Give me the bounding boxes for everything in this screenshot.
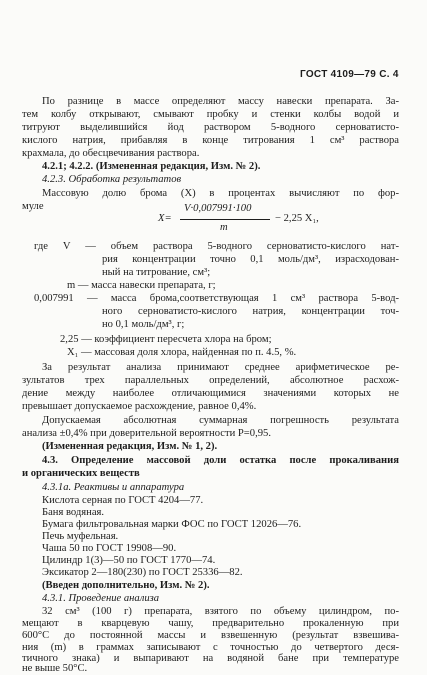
text-line: X₁ — массовая доля хлора, найденная по п. 4.5, %. bbox=[67, 347, 297, 358]
text-line: ния (m) в граммах записывают с точностью до четвертого деся- bbox=[22, 642, 399, 653]
text-line: муле bbox=[22, 201, 44, 212]
text-line: Допускаемая абсолютная суммарная погрешность результата bbox=[42, 415, 399, 426]
text-line: дение между наиболее отличающимися значениями которых не bbox=[22, 388, 399, 399]
text-line: где V — объем раствора 5-водного серноватисто-кислого нат- bbox=[34, 241, 399, 252]
text-line: и органических веществ bbox=[22, 468, 140, 479]
text-line: 2,25 — коэффициент пересчета хлора на бром; bbox=[60, 334, 272, 345]
text-line: ный на титрование, см³; bbox=[102, 267, 211, 278]
text-line: титруют выделившийся йод раствором 5-водного серноватисто- bbox=[22, 122, 399, 133]
list-item: Цилиндр 1(3)—50 по ГОСТ 1770—74. bbox=[42, 555, 216, 566]
text-line: рия концентрации точно 0,1 моль/дм³, израсходован- bbox=[102, 254, 399, 265]
formula-denominator: m bbox=[220, 222, 228, 233]
list-item: Бумага фильтровальная марки ФОС по ГОСТ 12026—76. bbox=[42, 519, 302, 530]
list-item: Кислота серная по ГОСТ 4204—77. bbox=[42, 495, 204, 506]
text-line: ного серноватисто-кислого натрия, концентрации точ- bbox=[102, 306, 399, 317]
text-line: крахмала, до обесцвечивания раствора. bbox=[22, 148, 200, 159]
text-line: 32 см³ (100 г) препарата, взятого по объему цилиндром, по- bbox=[42, 606, 399, 617]
text-line: кислого натрия, прибавляя в конце титрования 1 см³ раствора bbox=[22, 135, 399, 146]
text-line: тичного знака) и выпаривают на водяной бане при температуре bbox=[22, 653, 399, 664]
list-item: Чаша 50 по ГОСТ 19908—90. bbox=[42, 543, 177, 554]
section-heading: 4.3.1а. Реактивы и аппаратура bbox=[42, 482, 185, 493]
text-line: m — масса навески препарата, г; bbox=[67, 280, 216, 291]
text-line: По разнице в массе определяют массу навески препарата. За- bbox=[42, 96, 399, 107]
text-line: 600°С до постоянной массы и взвешенную (результат взвешива- bbox=[22, 630, 399, 641]
list-item: Эксикатор 2—180(230) по ГОСТ 25336—82. bbox=[42, 567, 243, 578]
text-line: мещают в кварцевую чашу, предварительно прокаленную при bbox=[22, 618, 399, 629]
text-line: анализа ±0,4% при доверительной вероятности P=0,95. bbox=[22, 428, 271, 439]
text-line: тем колбу открывают, смывают пробку и стенки колбы водой и bbox=[22, 109, 399, 120]
formula-numerator: V·0,007991·100 bbox=[184, 203, 252, 214]
text-line: 4.3. Определение массовой доли остатка после прокаливания bbox=[42, 455, 399, 466]
section-note: 4.2.1; 4.2.2. (Измененная редакция, Изм. № 2). bbox=[42, 161, 261, 172]
text-line: 0,007991 — масса брома,соответствующая 1 см³ раствора 5-вод- bbox=[34, 293, 399, 304]
text-line: но 0,1 моль/дм³, г; bbox=[102, 319, 185, 330]
text-line: Массовую долю брома (X) в процентах вычисляют по фор- bbox=[42, 188, 399, 199]
list-item: Печь муфельная. bbox=[42, 531, 119, 542]
section-heading: 4.2.3. Обработка результатов bbox=[42, 174, 182, 185]
section-note: (Введен дополнительно, Изм. № 2). bbox=[42, 580, 210, 591]
list-item: Баня водяная. bbox=[42, 507, 105, 518]
page-header: ГОСТ 4109—79 С. 4 bbox=[300, 69, 399, 80]
section-heading: 4.3.1. Проведение анализа bbox=[42, 593, 160, 604]
section-note: (Измененная редакция, Изм. № 1, 2). bbox=[42, 441, 218, 452]
text-line: За результат анализа принимают среднее арифметическое ре- bbox=[42, 362, 399, 373]
text-line: превышает допускаемое расхождение, равное 0,4%. bbox=[22, 401, 257, 412]
fraction-bar bbox=[180, 219, 270, 220]
formula-lhs: X= bbox=[158, 213, 172, 224]
text-line: зультатов трех параллельных определений, абсолютное расхож- bbox=[22, 375, 399, 386]
text-line: не выше 50°С. bbox=[22, 663, 88, 674]
formula-tail: − 2,25 X₁, bbox=[275, 213, 319, 224]
